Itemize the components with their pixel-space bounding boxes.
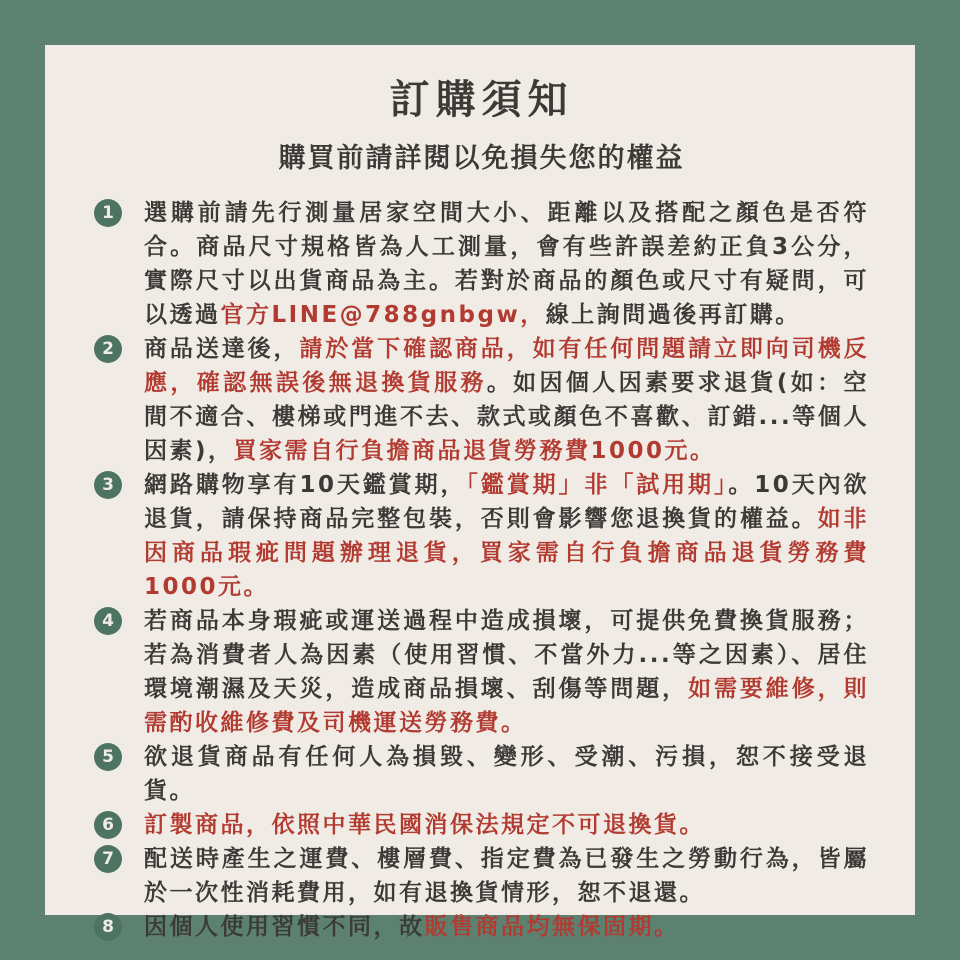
notice-text-segment: 。如因個人因素要求退貨(如：空間不適合、樓梯或門進不去、款式或顏色不喜歡、訂錯...等個人因素)， (144, 370, 870, 464)
notice-item (94, 604, 869, 740)
notice-item (94, 332, 869, 468)
notice-text-segment: 訂製商品，依照中華民國消保法規定不可退換貨。 (144, 812, 705, 838)
notice-text-segment: 配送時產生之運費、樓層費、指定費為已發生之勞動行為，皆屬於一次性消耗費用，如有退換貨情形，恕不退還。 (144, 846, 869, 906)
notice-panel (45, 45, 915, 940)
item-number-badge: 3 (94, 471, 122, 499)
notice-text-segment: 。10天內欲退貨，請保持商品完整包裝，否則會影響您退換貨的權益。 (144, 472, 869, 532)
notice-text-segment: 線上詢問過後再訂購。 (545, 302, 801, 328)
notice-text-segment: 因個人使用習慣不同，故 (144, 914, 425, 940)
item-number-badge: 6 (94, 811, 122, 839)
notice-item (94, 808, 869, 842)
page-title: 訂購須知 (389, 77, 574, 123)
notice-text-segment: 網路購物享有10天鑑賞期， (144, 472, 467, 498)
notice-text-segment: 商品送達後， (144, 336, 300, 362)
notice-item (94, 468, 869, 604)
notice-item (94, 196, 869, 332)
item-number-badge: 5 (94, 743, 122, 771)
notice-text-segment: 若商品本身瑕疵或運送過程中造成損壞，可提供免費換貨服務；若為消費者人為因素（使用習慣、不當外力...等之因素）、居住環境潮濕及天災，造成商品損壞、刮傷等問題， (144, 608, 869, 702)
item-number-badge: 8 (94, 913, 122, 941)
notice-text-segment: 販售商品均無保固期。 (424, 914, 680, 940)
notice-text-segment: 如非因商品瑕疵問題辦理退貨，買家需自行負擔商品退貨勞務費1000元。 (144, 506, 870, 600)
item-number-badge: 4 (94, 607, 122, 635)
notice-item (94, 740, 869, 808)
notice-text-segment: 「鑑賞期」非「試用期」 (466, 472, 729, 498)
notice-text-segment: 選購前請先行測量居家空間大小、距離以及搭配之顏色是否符合。商品尺寸規格皆為人工測量，會有些許誤差約正負3公分，實際尺寸以出貨商品為主。若對於商品的顏色或尺寸有疑問，可以透過 (144, 200, 869, 328)
notice-item (94, 842, 869, 910)
notice-text-segment: 如需要維修，則需酌收維修費及司機運送勞務費。 (144, 676, 870, 736)
item-number-badge: 7 (94, 845, 122, 873)
notice-text-segment: 請於當下確認商品，如有任何問題請立即向司機反應，確認無誤後無退換貨服務 (144, 336, 870, 396)
item-number-badge: 1 (94, 199, 122, 227)
notice-item (94, 910, 869, 944)
item-number-badge: 2 (94, 335, 122, 363)
notice-text-segment: 欲退貨商品有任何人為損毀、變形、受潮、污損，恕不接受退貨。 (144, 744, 869, 804)
notice-text-segment: 官方LINE@788gnbgw， (220, 302, 546, 328)
notice-text-segment: 買家需自行負擔商品退貨勞務費1000元。 (233, 438, 716, 464)
notice-list (94, 196, 869, 944)
page-subtitle: 購買前請詳閱以免損失您的權益 (278, 143, 685, 174)
